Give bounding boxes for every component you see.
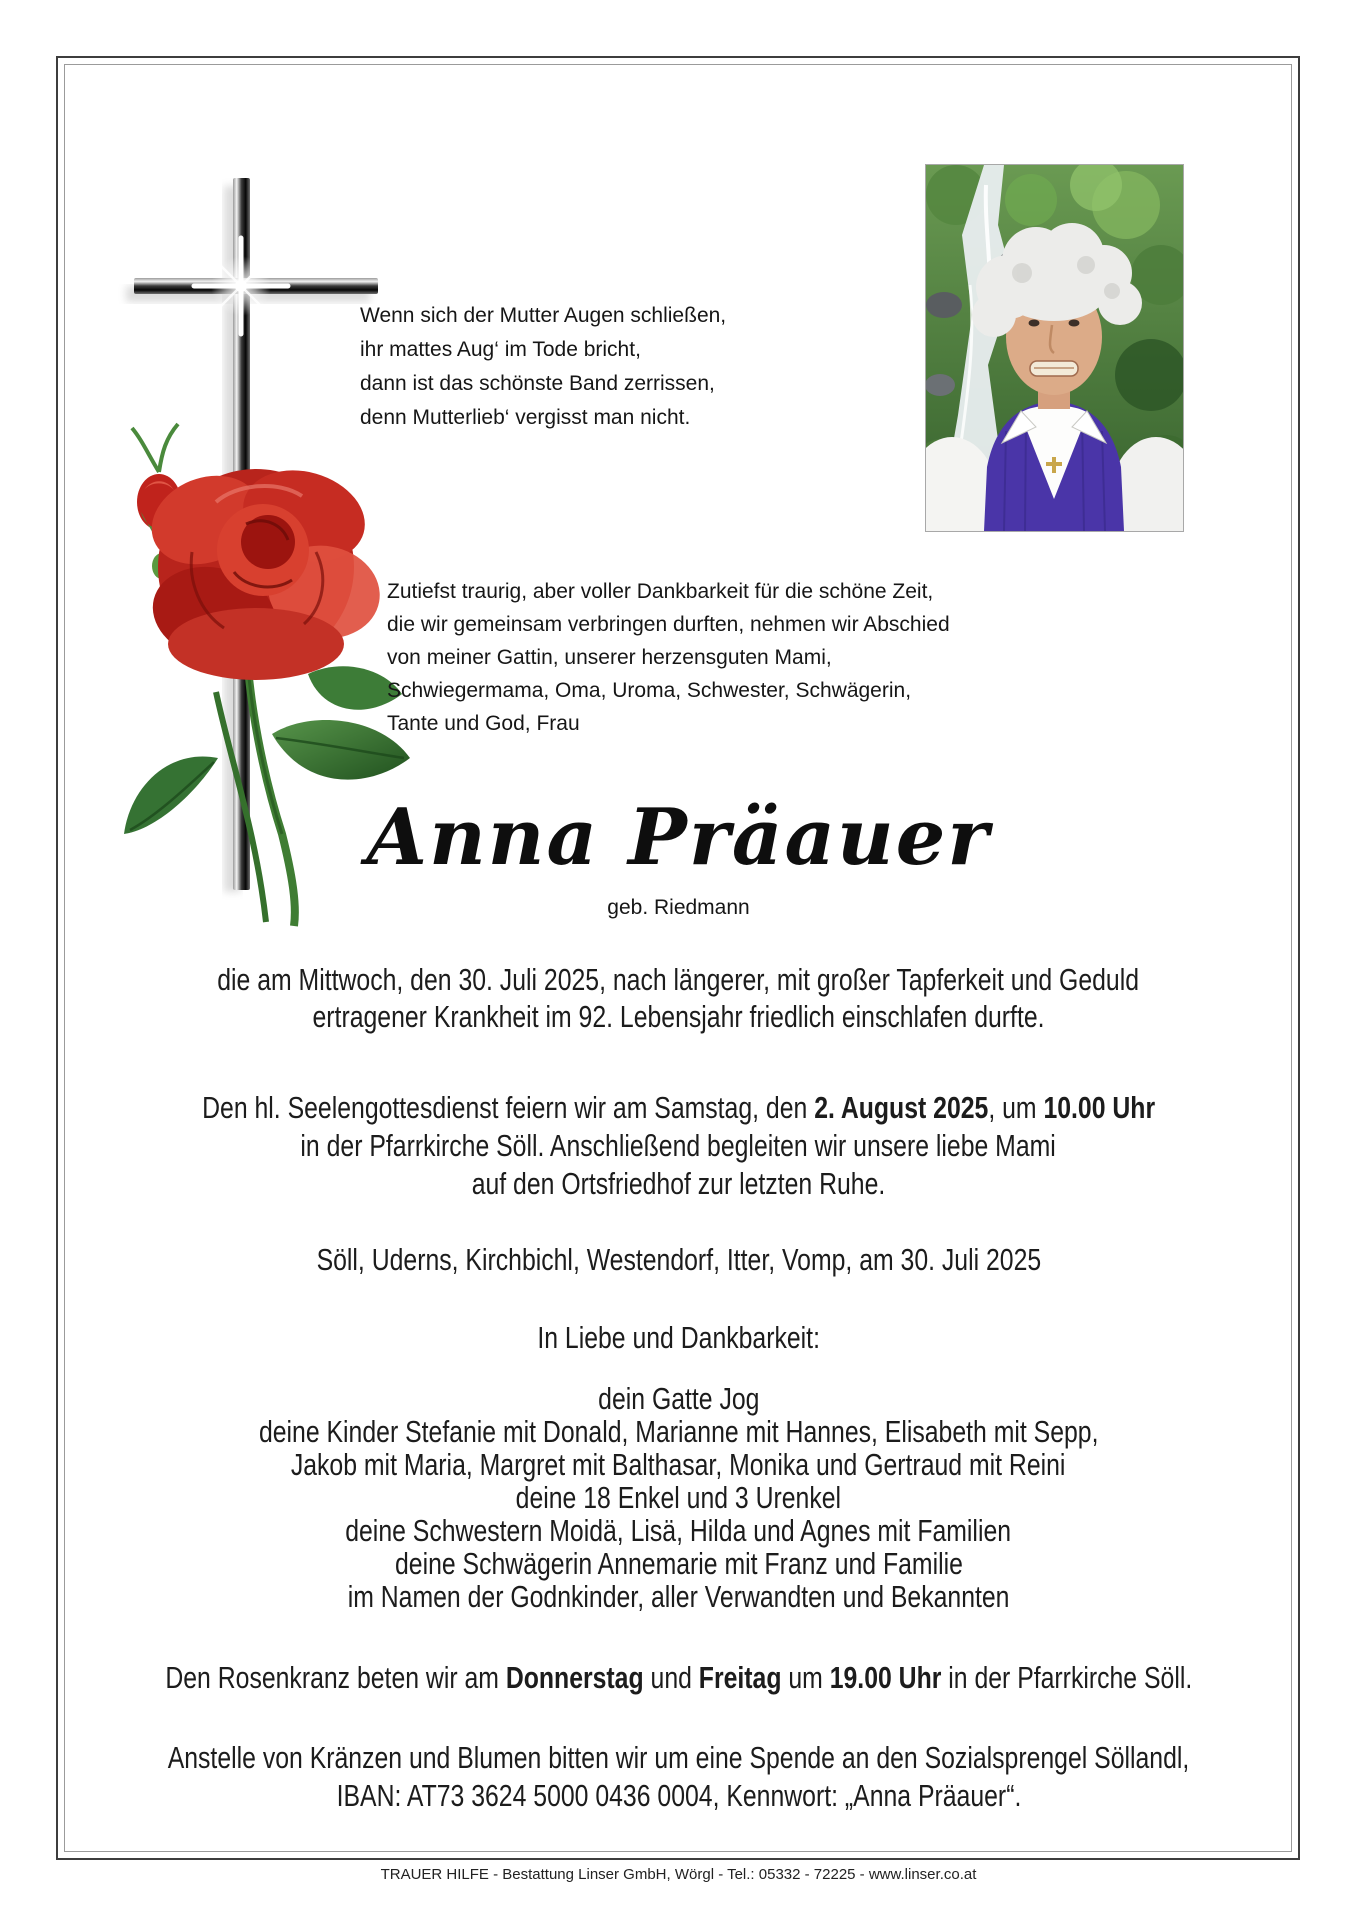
rosary-text: und bbox=[643, 1660, 699, 1695]
portrait-photo bbox=[925, 164, 1184, 532]
service-line: in der Pfarrkirche Söll. Anschließend begleiten wir unsere liebe Mami bbox=[300, 1128, 1057, 1163]
rosary-text: um bbox=[781, 1660, 830, 1695]
poem-line: dann ist das schönste Band zerrissen, bbox=[360, 372, 715, 395]
service-text: , um bbox=[988, 1090, 1044, 1125]
poem bbox=[360, 299, 726, 435]
service-line: auf den Ortsfriedhof zur letzten Ruhe. bbox=[471, 1166, 886, 1201]
death-notice-line: ertragener Krankheit im 92. Lebensjahr friedlich einschlafen durfte. bbox=[312, 999, 1045, 1034]
family-line: im Namen der Godnkinder, aller Verwandten und Bekannten bbox=[347, 1579, 1010, 1614]
service-time: 10.00 Uhr bbox=[1043, 1090, 1155, 1125]
family-line: deine Kinder Stefanie mit Donald, Marianne mit Hannes, Elisabeth mit Sepp, bbox=[258, 1414, 1099, 1449]
service-line bbox=[0, 1090, 1357, 1126]
funeral-home-footer: TRAUER HILFE - Bestattung Linser GmbH, Wörgl - Tel.: 05332 - 72225 - www.linser.co.at bbox=[380, 1866, 977, 1883]
intro-line: Schwiegermama, Oma, Uroma, Schwester, Schwägerin, bbox=[387, 679, 912, 702]
donation-line: IBAN: AT73 3624 5000 0436 0004, Kennwort: „Anna Präauer“. bbox=[336, 1778, 1021, 1813]
rosary-text: Den Rosenkranz beten wir am bbox=[165, 1660, 506, 1695]
rosary-day-2: Freitag bbox=[698, 1660, 782, 1695]
family-line: dein Gatte Jog bbox=[597, 1381, 760, 1416]
rosary-text: in der Pfarrkirche Söll. bbox=[941, 1660, 1192, 1695]
poem-line: denn Mutterlieb‘ vergisst man nicht. bbox=[360, 406, 691, 429]
intro-line: die wir gemeinsam verbringen durften, nehmen wir Abschied bbox=[387, 613, 950, 636]
intro-line: Tante und God, Frau bbox=[387, 712, 580, 735]
deceased-name: Anna Präauer bbox=[366, 792, 991, 883]
intro-line: von meiner Gattin, unserer herzensguten Mami, bbox=[387, 646, 832, 669]
service-text: Den hl. Seelengottesdienst feiern wir am Samstag, den bbox=[201, 1090, 815, 1125]
family-line: deine Schwägerin Annemarie mit Franz und Familie bbox=[394, 1546, 963, 1581]
intro-paragraph bbox=[387, 575, 950, 740]
rosary-line bbox=[0, 1660, 1357, 1696]
death-notice-line: die am Mittwoch, den 30. Juli 2025, nach längerer, mit großer Tapferkeit und Geduld bbox=[217, 962, 1140, 997]
family-line: deine 18 Enkel und 3 Urenkel bbox=[515, 1480, 842, 1515]
rosary-time: 19.00 Uhr bbox=[829, 1660, 942, 1695]
intro-line: Zutiefst traurig, aber voller Dankbarkeit für die schöne Zeit, bbox=[387, 580, 934, 603]
donation-line: Anstelle von Kränzen und Blumen bitten wir um eine Spende an den Sozialsprengel Söllandl, bbox=[167, 1740, 1190, 1775]
service-date: 2. August 2025 bbox=[814, 1090, 989, 1125]
family-line: deine Schwestern Moidä, Lisä, Hilda und Agnes mit Familien bbox=[345, 1513, 1012, 1548]
rose-bloom bbox=[138, 457, 387, 680]
family-line: Jakob mit Maria, Margret mit Balthasar, Monika und Gertraud mit Reini bbox=[291, 1447, 1066, 1482]
rosary-day-1: Donnerstag bbox=[505, 1660, 644, 1695]
poem-line: Wenn sich der Mutter Augen schließen, bbox=[360, 304, 727, 327]
poem-line: ihr mattes Aug‘ im Tode bricht, bbox=[360, 338, 641, 361]
maiden-name: geb. Riedmann bbox=[607, 896, 750, 919]
dedication-heading: In Liebe und Dankbarkeit: bbox=[537, 1320, 820, 1355]
places-date-line: Söll, Uderns, Kirchbichl, Westendorf, Itter, Vomp, am 30. Juli 2025 bbox=[316, 1242, 1041, 1277]
